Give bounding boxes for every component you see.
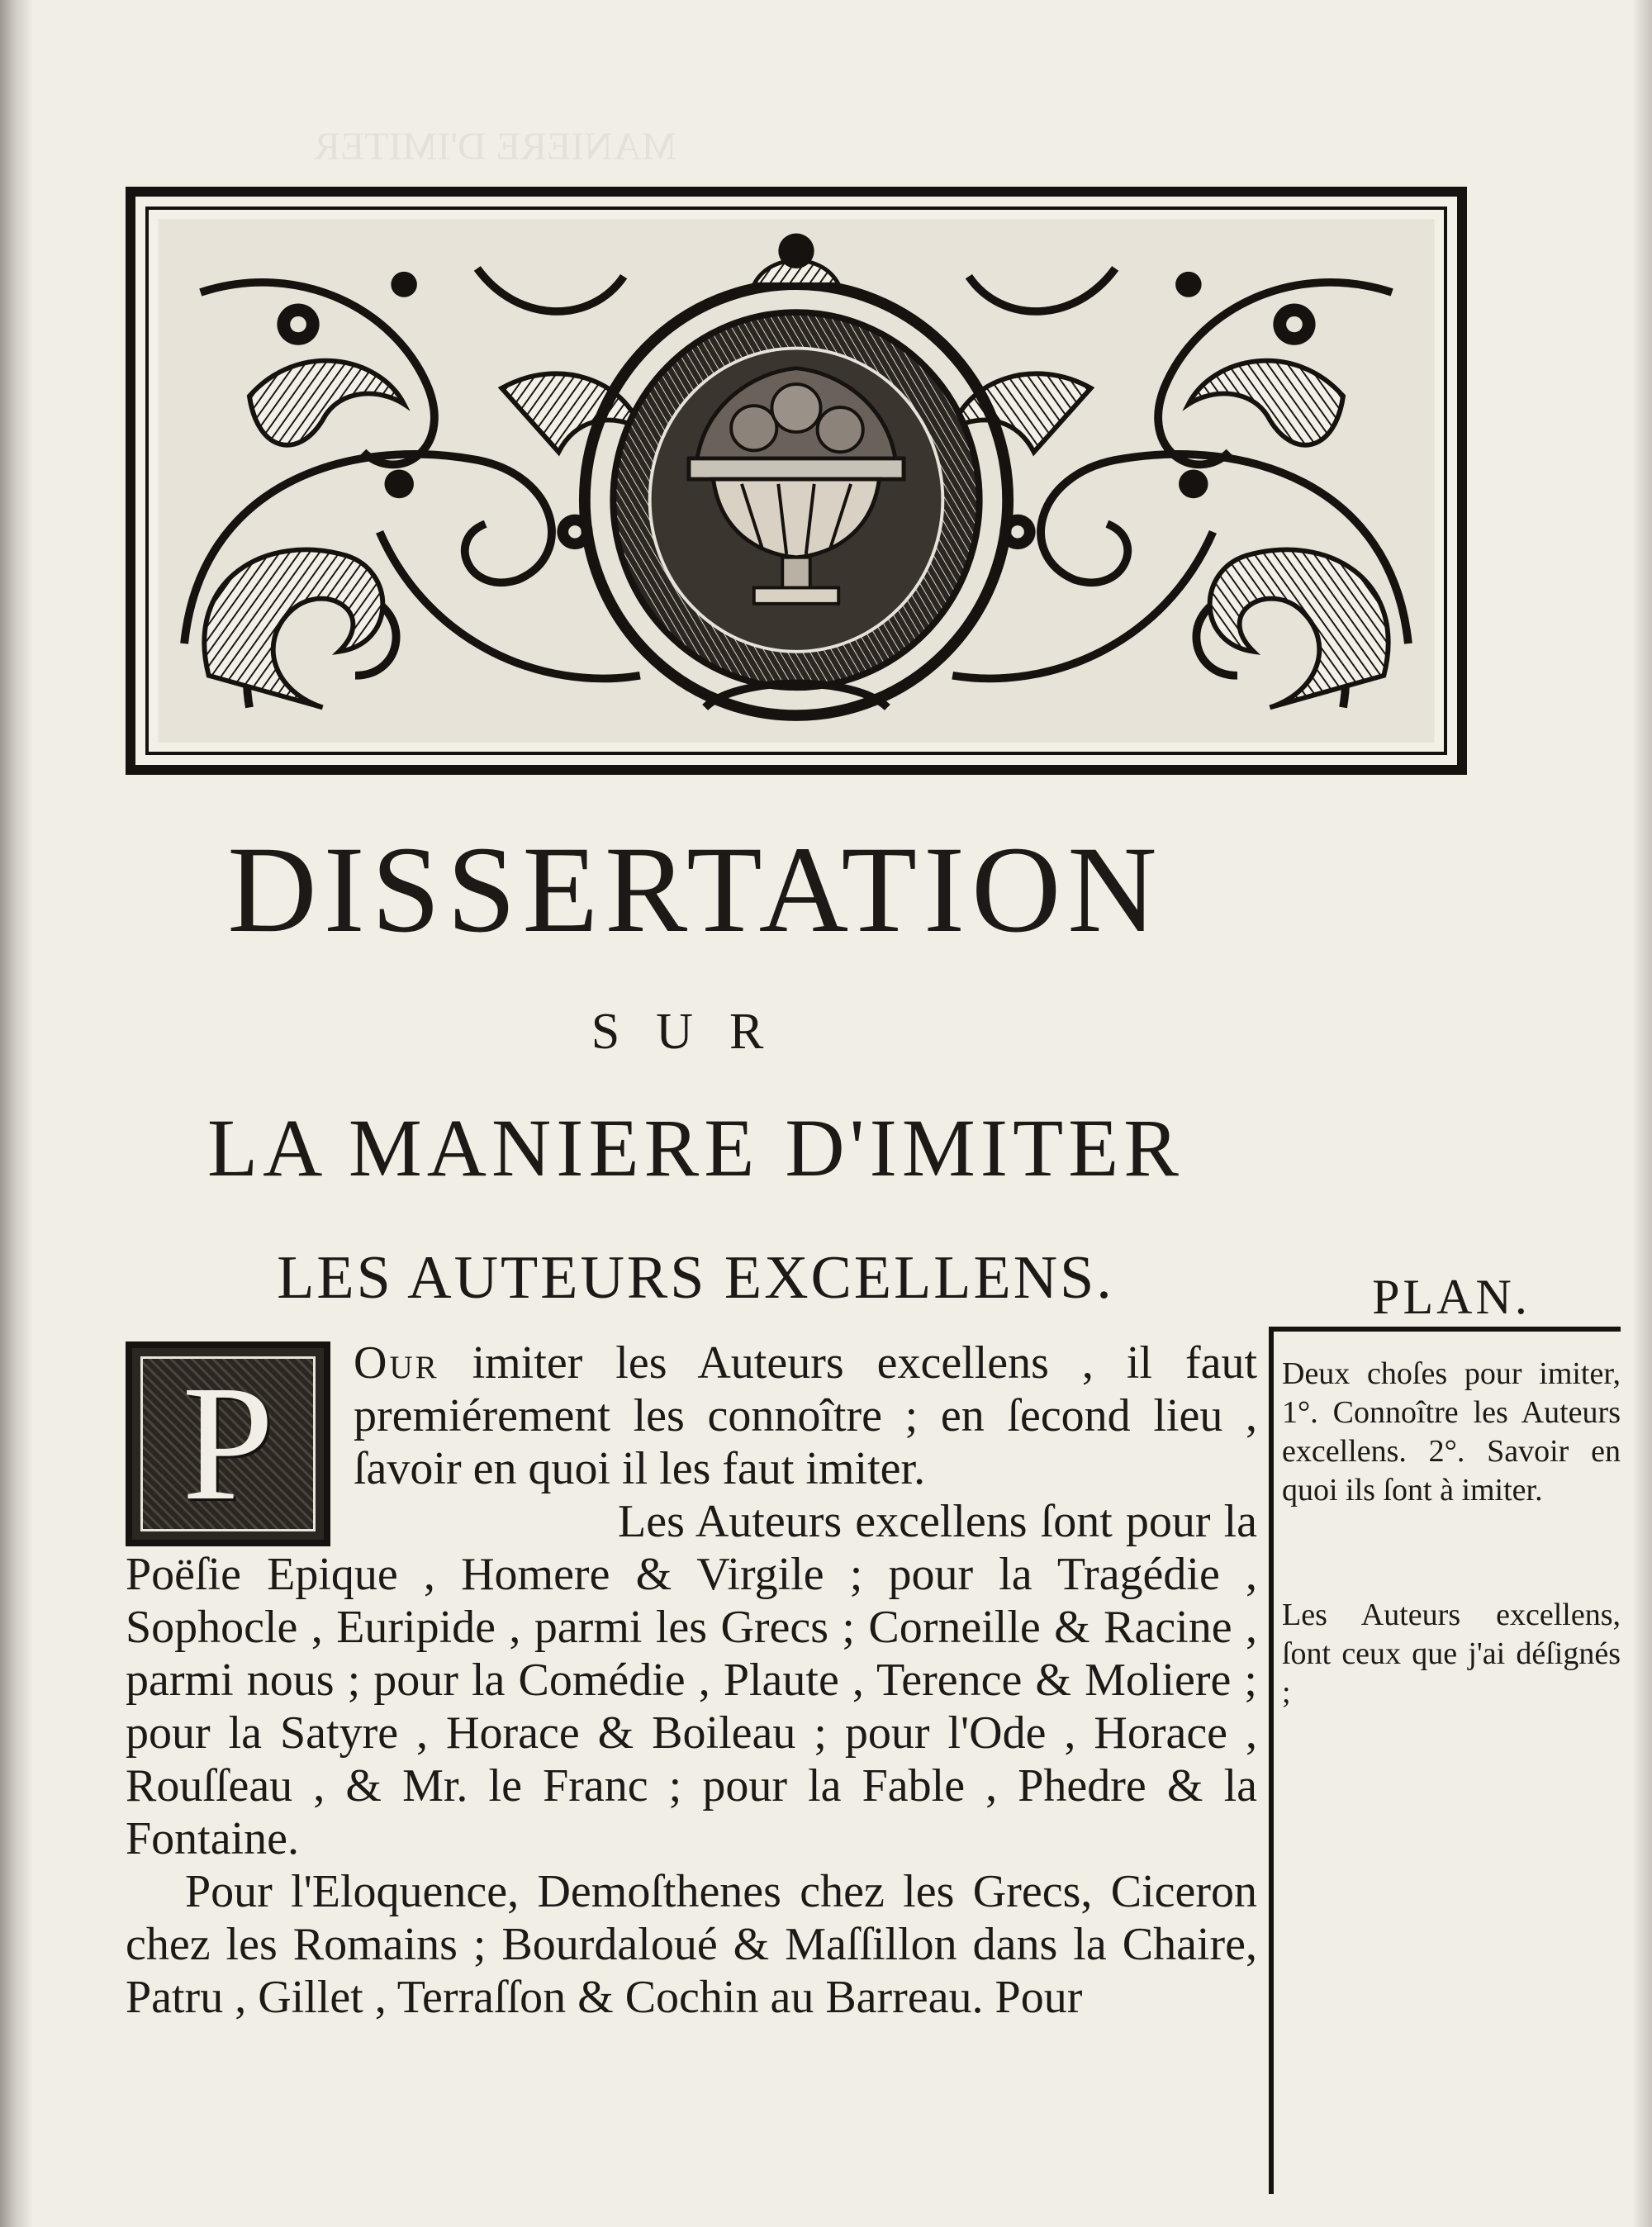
title-line-auteurs: LES AUTEURS EXCELLENS.: [277, 1244, 1114, 1312]
paragraph-1-lead: Our: [354, 1337, 439, 1389]
headpiece-ornament-icon: [126, 187, 1467, 775]
dropcap-letter: P: [182, 1352, 274, 1535]
page-edge-shadow: [1632, 0, 1652, 2227]
dropcap-frame: [140, 1352, 316, 1535]
title-line-maniere: LA MANIERE D'IMITER: [207, 1102, 1184, 1194]
dropcap-initial-icon: [126, 1341, 330, 1546]
bleed-through: MANIERE D'IMITER: [314, 125, 677, 169]
paragraph-2: Les Auteurs excellens ſont pour la Poëſie Epique , Homere & Virgile ; pour la Tragédie , Sophocle , Euripide , parmi les Grecs ; Corneille & Racine , parmi nous ; pour la Comédie , Plaute , Terence & Moliere ; pour la Satyre , Horace & Boileau ; pour l'Ode , Horace , Rouſſeau , & Mr. le Franc ; pour la Fable , Phedre & la Fontaine.: [126, 1496, 1257, 1864]
title-line-dissertation: DISSERTATION: [227, 821, 1164, 958]
woodcut-ornament-icon: [135, 197, 1457, 765]
margin-left-rule: [1269, 1327, 1274, 2194]
margin-note-2: Les Auteurs excellens, ſont ceux que j'ai déſignés ;: [1282, 1598, 1621, 1710]
title-line-sur: SUR: [591, 1004, 800, 1060]
paragraph-1-text: imiter les Auteurs excellens , il faut premiérement les connoître ; en ſecond lieu , ſavoir en quoi il les faut imiter.: [354, 1337, 1258, 1494]
margin-note-1: Deux choſes pour imiter, 1°. Connoître les Auteurs excellens. 2°. Savoir en quoi ils ſont à imiter.: [1282, 1356, 1621, 1508]
main-text-column: [126, 1337, 1257, 2024]
margin-top-rule: [1272, 1327, 1621, 1332]
margin-heading: PLAN.: [1372, 1270, 1531, 1324]
paragraph-3: Pour l'Eloquence, Demoſthenes chez les Grecs, Ciceron chez les Romains ; Bourdaloué & Maſſillon dans la Chaire, Patru , Gillet , Terraſſon & Cochin au Barreau. Pour: [126, 1866, 1257, 2023]
page-gutter-shadow: [0, 0, 33, 2227]
